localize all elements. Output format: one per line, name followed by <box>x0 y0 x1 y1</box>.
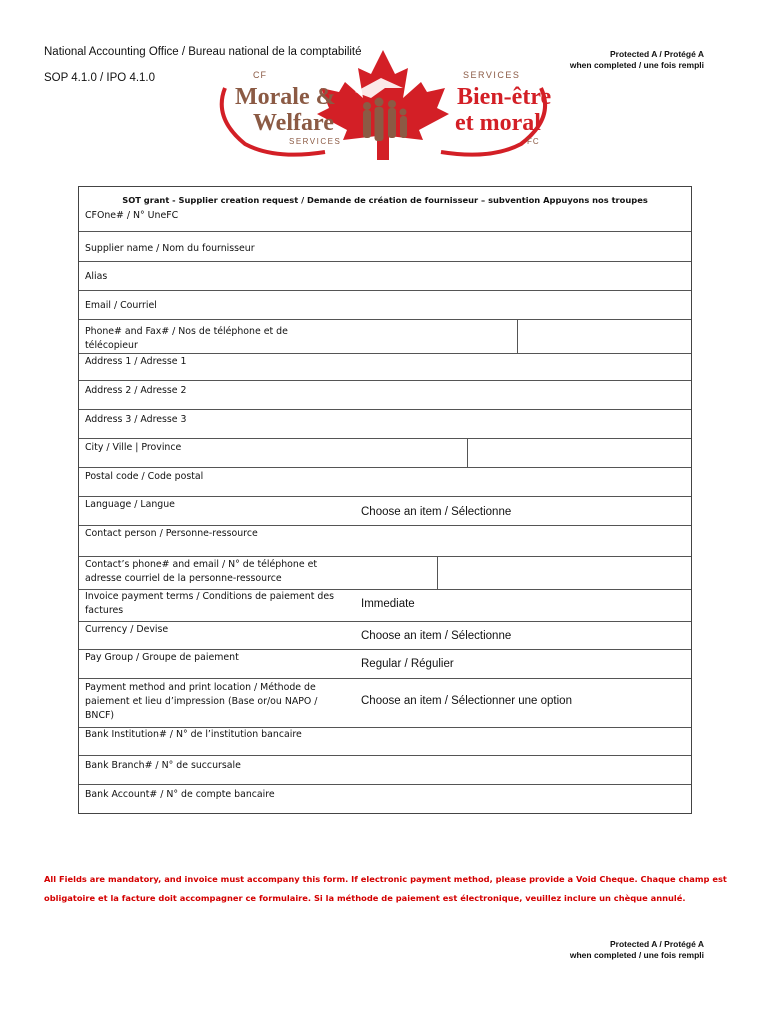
protected-label-bottom <box>570 939 704 961</box>
label-invoice-terms: Invoice payment terms / Conditions de paiement des factures <box>85 591 334 616</box>
supplier-form-table <box>78 186 692 814</box>
label-currency: Currency / Devise <box>85 624 169 635</box>
form-row-contact-phone-email[interactable] <box>79 556 691 589</box>
label-contact-person: Contact person / Personne-ressource <box>85 528 258 539</box>
label-payment-method: Payment method and print location / Méthode de paiement et lieu d’impression (Base or/ou NAPO / BNCF) <box>85 682 318 721</box>
label-cfone: CFOne# / N° UneFC <box>85 210 179 221</box>
label-pay-group: Pay Group / Groupe de paiement <box>85 652 239 663</box>
form-row-bank-account[interactable] <box>79 784 691 813</box>
logo-morale: Morale & <box>235 84 336 110</box>
mandatory-fields-note: All Fields are mandatory, and invoice must accompany this form. If electronic payment method, please provide a Void Cheque. Chaque champ est obligatoire et la facture doit accompagner ce formulaire. Si la méthode de paiement est électronique, veuillez inclure un chèque annulé. <box>44 874 727 903</box>
form-row-city-province[interactable] <box>79 438 691 467</box>
form-row-bank-institution[interactable] <box>79 727 691 755</box>
form-row-email[interactable] <box>79 290 691 319</box>
label-postal-code: Postal code / Code postal <box>85 471 204 482</box>
header-office: National Accounting Office / Bureau national de la comptabilité <box>44 46 362 58</box>
form-row-pay-group[interactable] <box>79 649 691 678</box>
morale-welfare-logo <box>205 48 560 160</box>
label-email: Email / Courriel <box>85 300 157 311</box>
form-row-language[interactable] <box>79 496 691 525</box>
currency-select[interactable]: Choose an item / Sélectionne <box>361 630 512 642</box>
label-address3: Address 3 / Adresse 3 <box>85 414 187 425</box>
protected-line1: Protected A / Protégé A <box>610 49 704 59</box>
form-row-phone-fax[interactable] <box>79 319 691 353</box>
logo-fc: FC <box>527 137 540 146</box>
label-city-province: City / Ville | Province <box>85 442 182 453</box>
logo-services-bottom: SERVICES <box>289 137 342 146</box>
logo-cf: CF <box>253 70 267 80</box>
form-row-invoice-terms[interactable] <box>79 589 691 621</box>
label-supplier-name: Supplier name / Nom du fournisseur <box>85 243 255 254</box>
pay-group-select[interactable]: Regular / Régulier <box>361 658 454 670</box>
footer-protected-line1: Protected A / Protégé A <box>610 939 704 949</box>
label-contact-phone-email: Contact’s phone# and email / N° de téléphone et adresse courriel de la personne-ressource <box>85 559 318 584</box>
form-row-currency[interactable] <box>79 621 691 649</box>
protected-line2: when completed / une fois rempli <box>569 60 704 70</box>
label-bank-account: Bank Account# / N° de compte bancaire <box>85 789 275 800</box>
form-row-address2[interactable] <box>79 380 691 409</box>
form-row-supplier-name[interactable] <box>79 231 691 261</box>
form-row-contact-person[interactable] <box>79 525 691 556</box>
language-select[interactable]: Choose an item / Sélectionne <box>361 506 512 518</box>
footer-protected-line2: when completed / une fois rempli <box>569 950 704 960</box>
invoice-terms-select[interactable]: Immediate <box>361 598 415 610</box>
form-row-address3[interactable] <box>79 409 691 438</box>
form-row-bank-branch[interactable] <box>79 755 691 784</box>
city-province-divider <box>467 439 468 467</box>
logo-bien-etre: Bien-être <box>457 84 552 110</box>
label-bank-institution: Bank Institution# / N° de l’institution bancaire <box>85 729 302 740</box>
payment-method-select[interactable]: Choose an item / Sélectionner une option <box>361 695 572 707</box>
label-address1: Address 1 / Adresse 1 <box>85 356 187 367</box>
form-title: SOT grant - Supplier creation request / Demande de création de fournisseur – subvention Appuyons nos troupes <box>122 195 648 205</box>
label-alias: Alias <box>85 271 108 282</box>
logo-et-moral: et moral <box>455 110 541 136</box>
header-sop: SOP 4.1.0 / IPO 4.1.0 <box>44 72 156 84</box>
phone-fax-divider <box>517 320 518 353</box>
logo-welfare: Welfare <box>253 110 334 136</box>
form-row-postal-code[interactable] <box>79 467 691 496</box>
label-language: Language / Langue <box>85 499 175 510</box>
form-row-cfone[interactable] <box>79 209 691 231</box>
form-row-address1[interactable] <box>79 353 691 380</box>
label-bank-branch: Bank Branch# / N° de succursale <box>85 760 241 771</box>
contact-phone-email-divider <box>437 557 438 589</box>
form-row-alias[interactable] <box>79 261 691 290</box>
label-address2: Address 2 / Adresse 2 <box>85 385 187 396</box>
label-phone-fax: Phone# and Fax# / Nos de téléphone et de télécopieur <box>85 326 288 351</box>
form-row-payment-method[interactable] <box>79 678 691 727</box>
logo-services-top: SERVICES <box>463 70 521 80</box>
protected-label-top <box>570 49 704 71</box>
